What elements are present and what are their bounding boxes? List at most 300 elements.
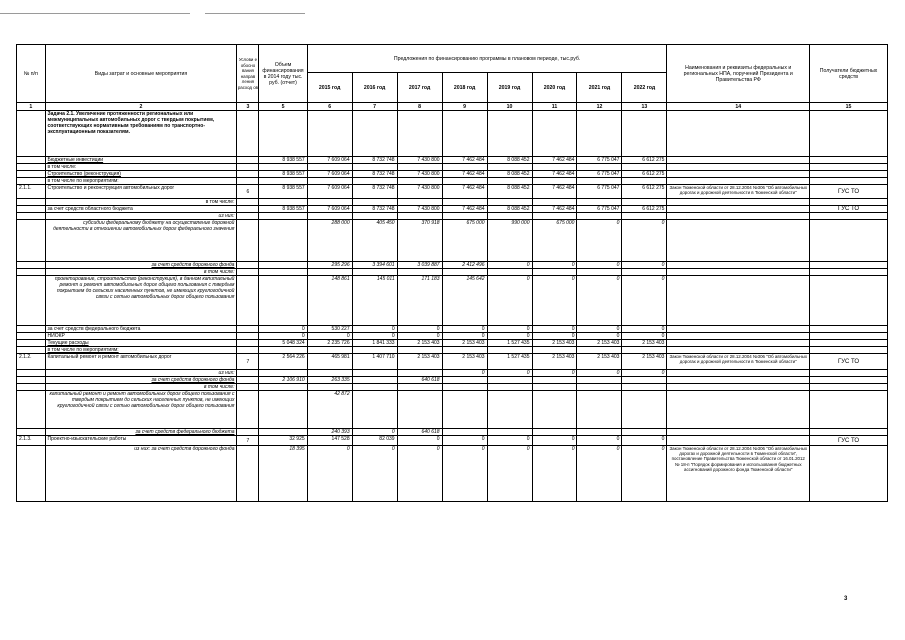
row-name: за счет средств областного бюджета [45, 206, 237, 213]
year-value: 0 [577, 333, 622, 340]
row-npa [667, 370, 810, 377]
row-condition [237, 206, 259, 213]
row-name: Бюджетные инвестиции [45, 157, 237, 164]
year-value [397, 347, 442, 354]
year-value [532, 111, 577, 157]
row-npa [667, 436, 810, 446]
row-number [17, 262, 46, 269]
year-value: 8 088 452 [487, 171, 532, 178]
column-index: 10 [487, 103, 532, 111]
year-value [532, 178, 577, 185]
row-number: 2.1.3. [17, 436, 46, 446]
row-recipient [810, 157, 888, 164]
year-value [307, 370, 352, 377]
year-value: 0 [487, 262, 532, 269]
row-number [17, 429, 46, 436]
year-value [577, 429, 622, 436]
table-row [17, 446, 888, 502]
row-recipient [810, 213, 888, 220]
row-number [17, 199, 46, 206]
header-year: 2020 год [532, 73, 577, 103]
row-name: Капитальный ремонт и ремонт автомобильных дорог [45, 354, 237, 370]
year-value: 0 [487, 370, 532, 377]
header-year: 2019 год [487, 73, 532, 103]
row-name: Задача 2.1. Увеличение протяженности региональных или межмуниципальных автомобильных дорог с твердым покрытием, соответствующих нормативным требованиям по транспортно-эксплуатационным показателям. [45, 111, 237, 157]
year-value: 0 [487, 436, 532, 446]
row-recipient [810, 377, 888, 384]
row-name: из них: [45, 213, 237, 220]
column-index: 13 [622, 103, 667, 111]
row-number [17, 370, 46, 377]
year-value: 675 000 [442, 220, 487, 262]
row-condition [237, 178, 259, 185]
year-value: 0 [532, 326, 577, 333]
year-value [307, 164, 352, 171]
year-value: 6 775 047 [577, 206, 622, 213]
year-value [622, 377, 667, 384]
year-value [442, 164, 487, 171]
table-row [17, 326, 888, 333]
header-no: № п/п [17, 45, 46, 103]
row-npa [667, 171, 810, 178]
header-year: 2016 год [352, 73, 397, 103]
table-row [17, 333, 888, 340]
column-index: 11 [532, 103, 577, 111]
year-value: 0 [577, 262, 622, 269]
year-value: 0 [487, 333, 532, 340]
year-value [487, 429, 532, 436]
row-name: за счет средств дорожного фонда [45, 262, 237, 269]
year-value [622, 111, 667, 157]
year-value: 0 [307, 446, 352, 502]
row-name: в том числе: [45, 164, 237, 171]
table-row [17, 178, 888, 185]
year-value [487, 111, 532, 157]
row-name: субсидии федеральному бюджету на осуществление дорожной деятельности в отношении автомобильных дорог федерального значения [45, 220, 237, 262]
year-value [577, 111, 622, 157]
year-value [352, 370, 397, 377]
row-npa [667, 377, 810, 384]
year-value [397, 370, 442, 377]
year-value: 0 [487, 446, 532, 502]
year-value: 7 462 484 [442, 206, 487, 213]
year-value: 7 609 064 [307, 171, 352, 178]
row-condition [237, 269, 259, 276]
row-number [17, 178, 46, 185]
year-value [487, 199, 532, 206]
row-number [17, 340, 46, 347]
year-value: 0 [442, 370, 487, 377]
year-value [307, 178, 352, 185]
year-value: 0 [577, 436, 622, 446]
volume-2014: 8 938 557 [259, 171, 307, 178]
year-value: 465 981 [307, 354, 352, 370]
year-value: 2 412 496 [442, 262, 487, 269]
year-value [622, 269, 667, 276]
year-value: 0 [622, 370, 667, 377]
volume-2014 [259, 370, 307, 377]
row-number [17, 326, 46, 333]
table-row [17, 276, 888, 326]
row-npa [667, 157, 810, 164]
year-value [577, 391, 622, 429]
year-value [352, 377, 397, 384]
table-row [17, 340, 888, 347]
row-recipient [810, 178, 888, 185]
header-year: 2022 год [622, 73, 667, 103]
row-name: в том числе по мероприятиям: [45, 347, 237, 354]
year-value [307, 384, 352, 391]
row-npa [667, 326, 810, 333]
year-value: 147 528 [307, 436, 352, 446]
year-value: 7 462 484 [532, 206, 577, 213]
year-value: 0 [622, 446, 667, 502]
year-value: 7 462 484 [442, 185, 487, 199]
year-value: 7 609 064 [307, 185, 352, 199]
row-condition [237, 276, 259, 326]
year-value: 0 [577, 446, 622, 502]
row-npa [667, 429, 810, 436]
year-value: 530 227 [307, 326, 352, 333]
row-npa [667, 178, 810, 185]
column-index: 5 [259, 103, 307, 111]
year-value: 6 612 275 [622, 206, 667, 213]
year-value [622, 347, 667, 354]
column-index: 2 [45, 103, 237, 111]
year-value [397, 164, 442, 171]
year-value [577, 213, 622, 220]
row-name: за счет средств федерального бюджета [45, 326, 237, 333]
volume-2014 [259, 391, 307, 429]
row-npa [667, 220, 810, 262]
year-value [397, 213, 442, 220]
column-index: 1 [17, 103, 46, 111]
year-value [532, 213, 577, 220]
row-npa [667, 276, 810, 326]
year-value: 2 153 403 [577, 340, 622, 347]
year-value [487, 347, 532, 354]
year-value: 0 [307, 333, 352, 340]
year-value: 2 153 403 [577, 354, 622, 370]
volume-2014 [259, 164, 307, 171]
year-value: 0 [577, 326, 622, 333]
row-number [17, 111, 46, 157]
year-value: 0 [442, 436, 487, 446]
year-value [487, 213, 532, 220]
volume-2014 [259, 347, 307, 354]
column-index: 12 [577, 103, 622, 111]
row-condition [237, 213, 259, 220]
table-row [17, 347, 888, 354]
year-value: 2 153 403 [397, 354, 442, 370]
financing-table [16, 44, 888, 502]
row-name: Строительство (реконструкция) [45, 171, 237, 178]
table-row [17, 370, 888, 377]
year-value: 0 [397, 436, 442, 446]
year-value: 288 000 [307, 220, 352, 262]
year-value: 640 618 [397, 377, 442, 384]
page-number: 3 [844, 596, 848, 602]
row-recipient [810, 347, 888, 354]
year-value: 8 088 452 [487, 157, 532, 164]
year-value [352, 213, 397, 220]
row-npa [667, 333, 810, 340]
table-row [17, 220, 888, 262]
year-value: 171 183 [397, 276, 442, 326]
row-number [17, 333, 46, 340]
row-name: капитальный ремонт и ремонт автомобильных дорог общего пользования с твердым покрытием до сельских населенных пунктов, не имеющих круглогодичной связи с сетью автомобильных дорог общего пользования [45, 391, 237, 429]
volume-2014 [259, 269, 307, 276]
row-npa [667, 213, 810, 220]
table-row [17, 111, 888, 157]
row-recipient [810, 446, 888, 502]
year-value: 7 609 064 [307, 157, 352, 164]
year-value: 675 000 [532, 220, 577, 262]
row-number: 2.1.2. [17, 354, 46, 370]
row-recipient [810, 262, 888, 269]
year-value: 1 841 333 [352, 340, 397, 347]
row-number [17, 269, 46, 276]
row-recipient [810, 340, 888, 347]
year-value [352, 199, 397, 206]
year-value: 7 430 800 [397, 185, 442, 199]
year-value: 8 088 452 [487, 185, 532, 199]
year-value: 0 [622, 326, 667, 333]
year-value: 3 394 601 [352, 262, 397, 269]
year-value: 82 039 [352, 436, 397, 446]
year-value [577, 269, 622, 276]
column-index: 14 [667, 103, 810, 111]
year-value: 990 000 [487, 220, 532, 262]
row-condition [237, 326, 259, 333]
year-value [352, 164, 397, 171]
year-value: 7 462 484 [442, 157, 487, 164]
year-value: 7 430 800 [397, 171, 442, 178]
year-value [532, 377, 577, 384]
row-condition: 7 [237, 436, 259, 446]
year-value: 0 [442, 326, 487, 333]
column-index: 15 [810, 103, 888, 111]
volume-2014: 18 395 [259, 446, 307, 502]
year-value [397, 384, 442, 391]
year-value: 6 775 047 [577, 157, 622, 164]
row-condition [237, 377, 259, 384]
year-value [442, 347, 487, 354]
column-index: 3 [237, 103, 259, 111]
year-value: 0 [352, 429, 397, 436]
year-value [397, 178, 442, 185]
year-value: 8 732 748 [352, 157, 397, 164]
row-condition [237, 171, 259, 178]
row-recipient [810, 333, 888, 340]
row-recipient [810, 391, 888, 429]
row-recipient: ГУС ТО [810, 185, 888, 199]
row-condition [237, 199, 259, 206]
year-value [622, 429, 667, 436]
year-value [577, 164, 622, 171]
year-value: 0 [397, 446, 442, 502]
year-value: 0 [352, 326, 397, 333]
year-value [577, 178, 622, 185]
row-recipient [810, 370, 888, 377]
year-value [532, 429, 577, 436]
year-value: 2 153 403 [622, 340, 667, 347]
year-value: 0 [442, 446, 487, 502]
year-value: 7 609 064 [307, 206, 352, 213]
year-value: 7 462 484 [532, 185, 577, 199]
table-row [17, 377, 888, 384]
year-value [442, 269, 487, 276]
year-value [622, 164, 667, 171]
row-recipient [810, 384, 888, 391]
table-row [17, 206, 888, 213]
year-value [442, 199, 487, 206]
header-recipients: Получатели бюджетных средств [810, 45, 888, 103]
year-value: 295 296 [307, 262, 352, 269]
year-value: 240 393 [307, 429, 352, 436]
row-npa [667, 340, 810, 347]
year-value: 0 [352, 333, 397, 340]
row-condition [237, 391, 259, 429]
year-value: 1 527 435 [487, 354, 532, 370]
year-value: 0 [622, 262, 667, 269]
row-npa [667, 391, 810, 429]
top-rule-left [0, 13, 190, 14]
row-number [17, 171, 46, 178]
year-value: 2 153 403 [442, 354, 487, 370]
year-value: 263 335 [307, 377, 352, 384]
year-value: 8 732 748 [352, 171, 397, 178]
year-value [532, 164, 577, 171]
column-index: 9 [442, 103, 487, 111]
row-name: Строительство и реконструкция автомобильных дорог [45, 185, 237, 199]
year-value [577, 384, 622, 391]
year-value [487, 384, 532, 391]
row-npa [667, 262, 810, 269]
table-row [17, 429, 888, 436]
year-value [397, 199, 442, 206]
row-npa [667, 347, 810, 354]
header-npa: Наименования и реквизиты федеральных и региональных НПА, поручений Президента и Правительства РФ [667, 45, 810, 103]
column-index: 8 [397, 103, 442, 111]
year-value [577, 347, 622, 354]
table-row [17, 384, 888, 391]
row-condition [237, 333, 259, 340]
year-value [307, 199, 352, 206]
year-value: 0 [622, 220, 667, 262]
row-condition [237, 384, 259, 391]
row-number [17, 276, 46, 326]
volume-2014: 0 [259, 333, 307, 340]
header-year: 2015 год [307, 73, 352, 103]
row-number [17, 384, 46, 391]
row-npa [667, 164, 810, 171]
row-recipient [810, 164, 888, 171]
header-year: 2017 год [397, 73, 442, 103]
year-value: 2 153 403 [532, 340, 577, 347]
row-condition [237, 370, 259, 377]
row-npa [667, 384, 810, 391]
year-value: 0 [442, 333, 487, 340]
volume-2014 [259, 111, 307, 157]
volume-2014: 5 048 324 [259, 340, 307, 347]
header-year: 2021 год [577, 73, 622, 103]
year-value: 0 [532, 276, 577, 326]
year-value: 2 153 403 [532, 354, 577, 370]
year-value: 6 612 275 [622, 171, 667, 178]
row-number [17, 391, 46, 429]
row-npa [667, 111, 810, 157]
year-value: 2 235 726 [307, 340, 352, 347]
header-volume: Объем финансирования в 2014 году тыс. руб. (отчет) [259, 45, 307, 103]
row-recipient: ГУС ТО [810, 436, 888, 446]
table-row [17, 213, 888, 220]
volume-2014 [259, 429, 307, 436]
row-condition [237, 347, 259, 354]
table-row [17, 262, 888, 269]
volume-2014 [259, 178, 307, 185]
year-value [397, 269, 442, 276]
year-value [352, 384, 397, 391]
table-row [17, 199, 888, 206]
year-value [532, 199, 577, 206]
year-value: 145 642 [442, 276, 487, 326]
header-year: 2018 год [442, 73, 487, 103]
row-recipient [810, 269, 888, 276]
year-value [487, 178, 532, 185]
row-condition [237, 262, 259, 269]
row-condition [237, 164, 259, 171]
year-value: 145 011 [352, 276, 397, 326]
row-name: Проектно-изыскательские работы [45, 436, 237, 446]
year-value [622, 384, 667, 391]
row-recipient: ГУС ТО [810, 206, 888, 213]
year-value [442, 178, 487, 185]
row-npa [667, 199, 810, 206]
row-name: Текущие расходы [45, 340, 237, 347]
year-value: 0 [532, 370, 577, 377]
year-value [307, 347, 352, 354]
year-value [442, 213, 487, 220]
year-value [487, 164, 532, 171]
year-value: 6 612 275 [622, 185, 667, 199]
year-value: 0 [577, 276, 622, 326]
year-value: 0 [532, 446, 577, 502]
row-number [17, 164, 46, 171]
row-recipient [810, 111, 888, 157]
year-value: 0 [622, 276, 667, 326]
row-npa [667, 269, 810, 276]
header-condition: Услови е обосно вания направ ления расход ов [237, 45, 259, 103]
year-value [442, 377, 487, 384]
volume-2014 [259, 276, 307, 326]
year-value: 0 [577, 370, 622, 377]
row-number [17, 377, 46, 384]
year-value: 0 [577, 220, 622, 262]
column-index: 7 [352, 103, 397, 111]
year-value [577, 377, 622, 384]
year-value [442, 391, 487, 429]
volume-2014: 32 925 [259, 436, 307, 446]
row-condition [237, 340, 259, 347]
row-recipient [810, 429, 888, 436]
year-value: 2 153 403 [397, 340, 442, 347]
year-value [352, 391, 397, 429]
year-value: 7 462 484 [532, 171, 577, 178]
year-value: 8 732 748 [352, 206, 397, 213]
volume-2014: 8 938 557 [259, 185, 307, 199]
year-value: 7 430 800 [397, 157, 442, 164]
